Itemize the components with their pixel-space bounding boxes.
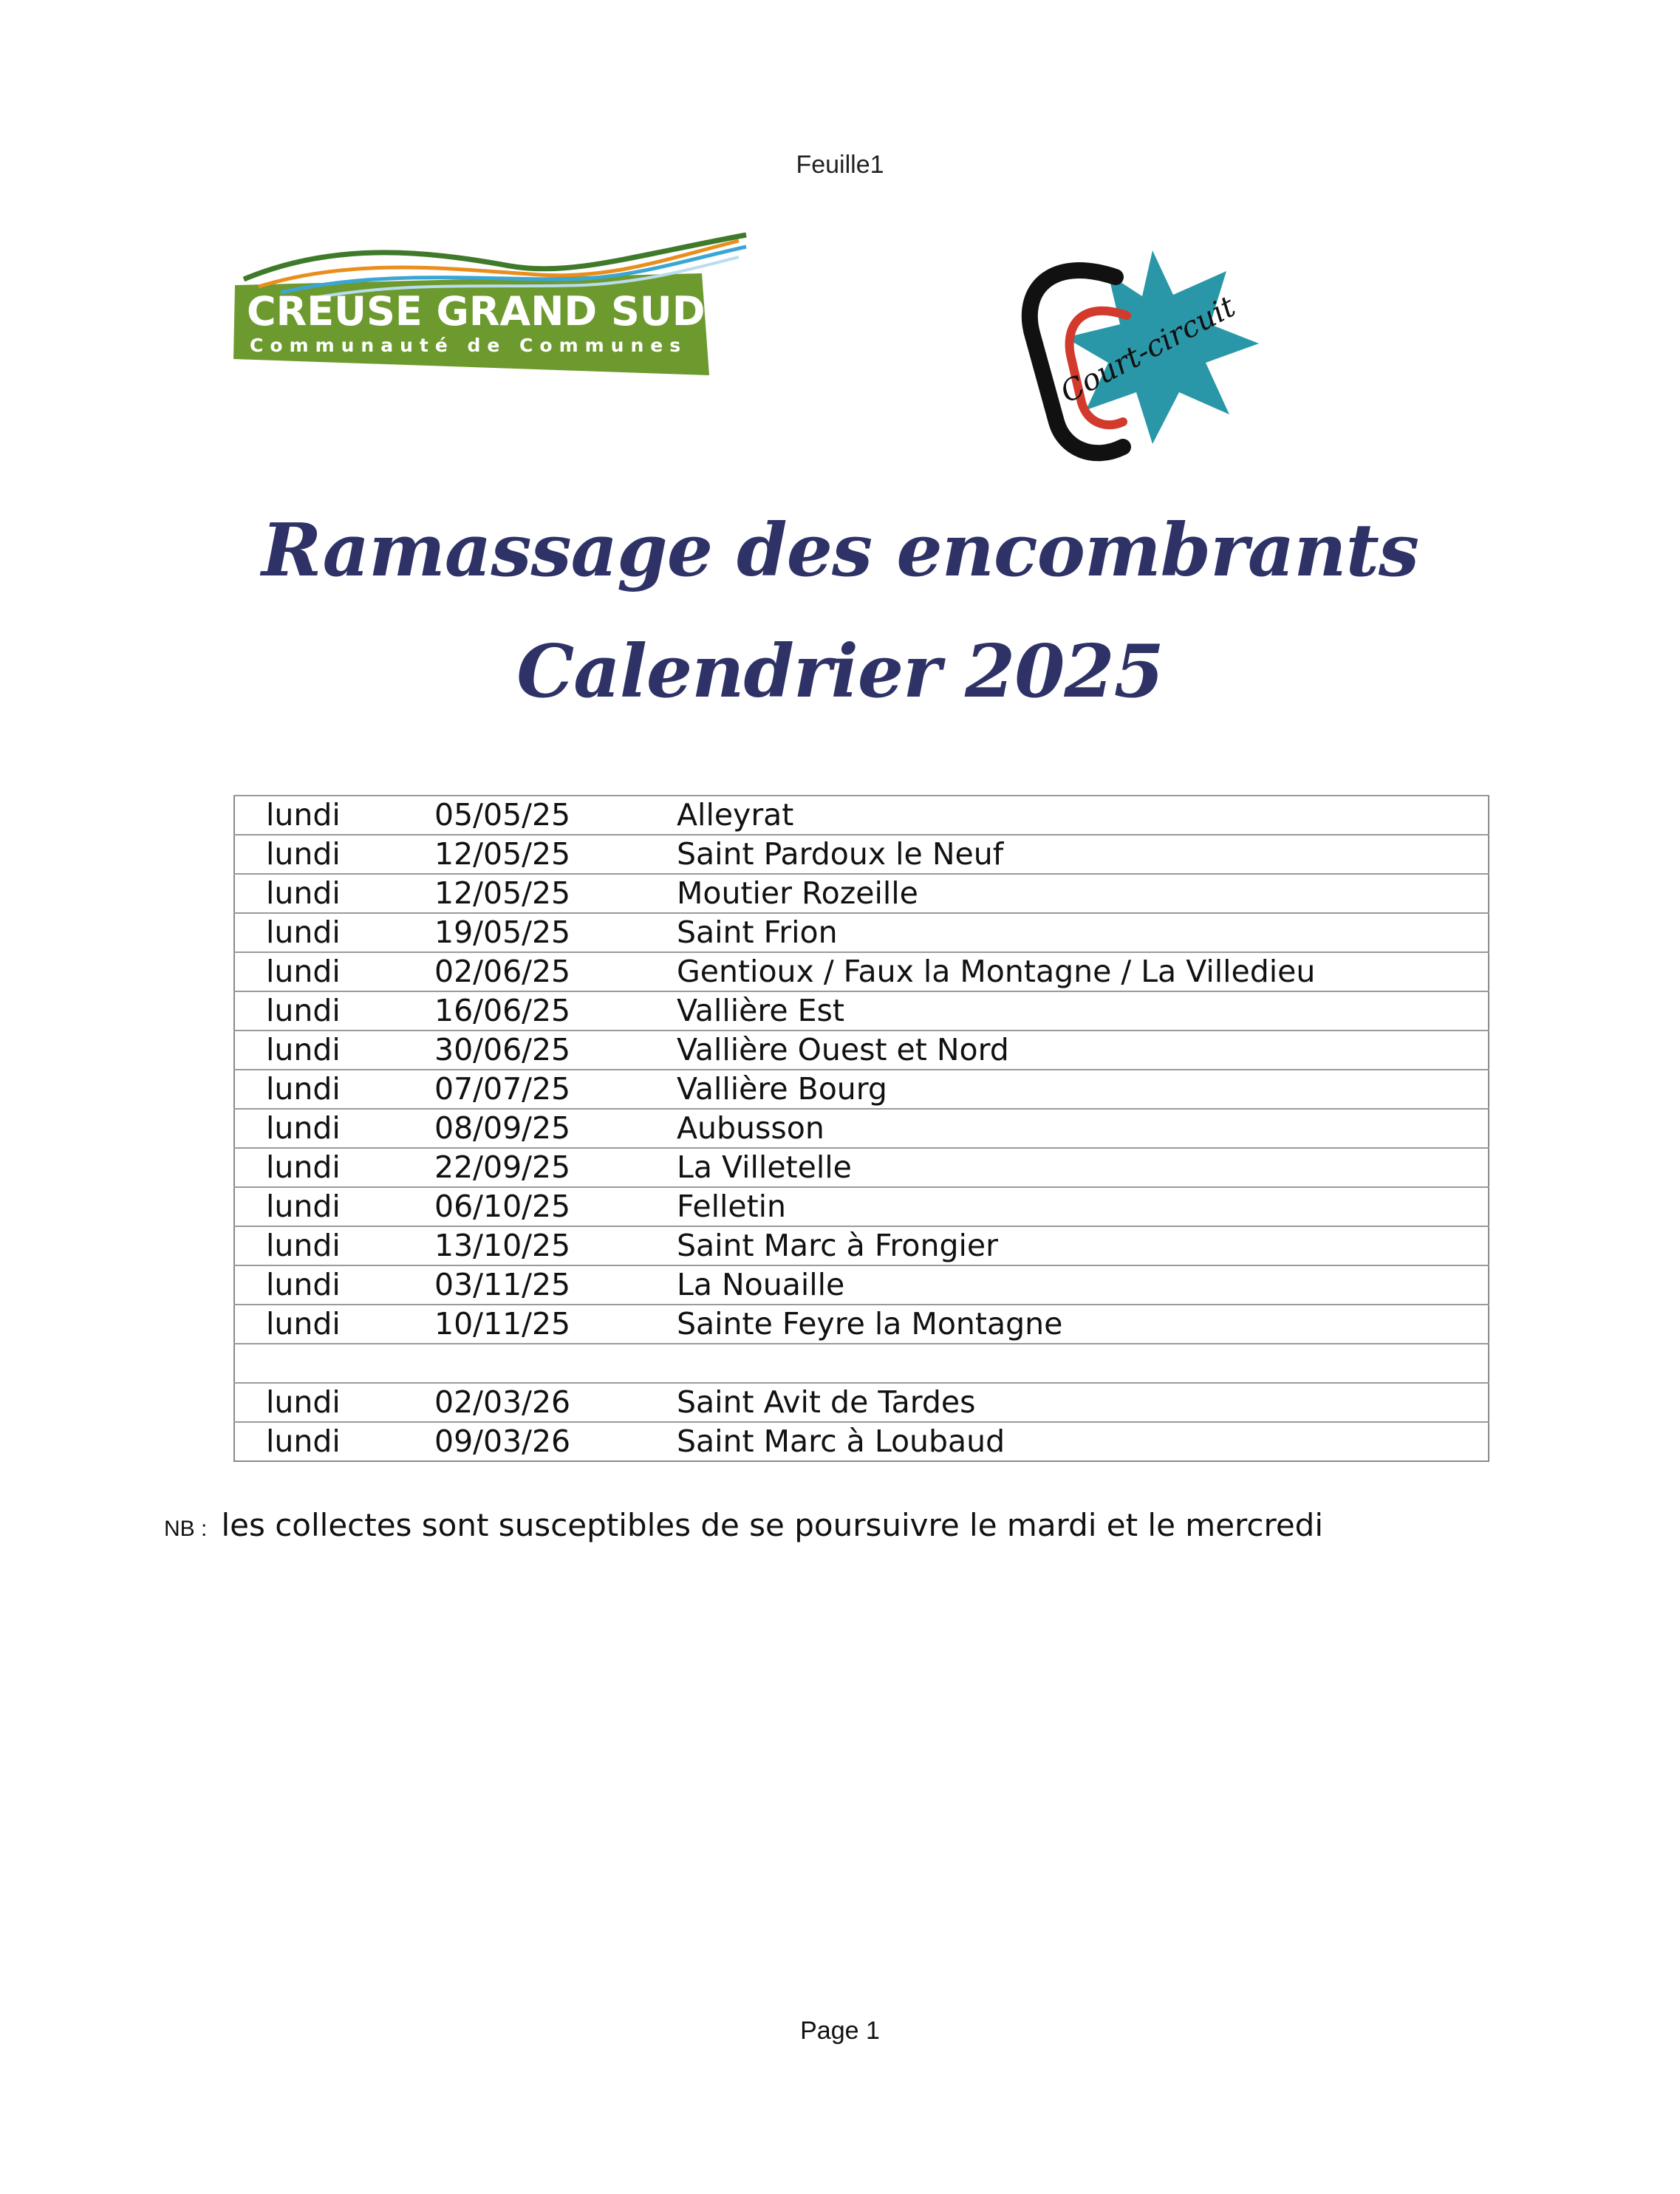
row-date: 16/06/25 <box>434 991 677 1031</box>
table-row <box>234 1031 1489 1070</box>
row-place: Gentioux / Faux la Montagne / La Villedieu <box>677 952 1489 991</box>
row-day: lundi <box>234 952 434 991</box>
row-date: 05/05/25 <box>434 796 677 835</box>
row-date: 12/05/25 <box>434 835 677 874</box>
row-place: Saint Frion <box>677 913 1489 952</box>
row-date: 10/11/25 <box>434 1305 677 1344</box>
row-place: Vallière Bourg <box>677 1070 1489 1109</box>
row-place: La Nouaille <box>677 1265 1489 1305</box>
row-day <box>234 1344 434 1383</box>
row-place: Aubusson <box>677 1109 1489 1148</box>
document-title-line-1: Ramassage des encombrants <box>261 508 1419 593</box>
row-day: lundi <box>234 1265 434 1305</box>
row-place: Vallière Ouest et Nord <box>677 1031 1489 1070</box>
row-date: 09/03/26 <box>434 1422 677 1461</box>
row-place <box>677 1344 1489 1383</box>
table-row <box>234 991 1489 1031</box>
row-date <box>434 1344 677 1383</box>
row-date: 12/05/25 <box>434 874 677 913</box>
sheet-name: Feuille1 <box>796 151 884 179</box>
table-row <box>234 796 1489 835</box>
row-day: lundi <box>234 1031 434 1070</box>
table-row <box>234 1070 1489 1109</box>
row-day: lundi <box>234 1422 434 1461</box>
row-place: La Villetelle <box>677 1148 1489 1187</box>
row-day: lundi <box>234 1305 434 1344</box>
table-row <box>234 1265 1489 1305</box>
table-row <box>234 835 1489 874</box>
table-row <box>234 1422 1489 1461</box>
row-place: Saint Pardoux le Neuf <box>677 835 1489 874</box>
table-row <box>234 1148 1489 1187</box>
creuse-grand-sud-logo <box>229 228 761 383</box>
row-date: 22/09/25 <box>434 1148 677 1187</box>
table-row <box>234 952 1489 991</box>
row-place: Moutier Rozeille <box>677 874 1489 913</box>
row-date: 06/10/25 <box>434 1187 677 1226</box>
row-place: Felletin <box>677 1187 1489 1226</box>
page-number: Page 1 <box>800 2017 880 2045</box>
row-place: Saint Marc à Loubaud <box>677 1422 1489 1461</box>
row-date: 19/05/25 <box>434 913 677 952</box>
row-day: lundi <box>234 913 434 952</box>
table-row <box>234 874 1489 913</box>
row-day: lundi <box>234 1148 434 1187</box>
collection-schedule-table <box>233 795 1489 1462</box>
row-date: 13/10/25 <box>434 1226 677 1265</box>
table-row <box>234 1305 1489 1344</box>
table-row <box>234 1187 1489 1226</box>
row-date: 08/09/25 <box>434 1109 677 1148</box>
row-day: lundi <box>234 1109 434 1148</box>
row-day: lundi <box>234 1383 434 1422</box>
table-row <box>234 1383 1489 1422</box>
row-day: lundi <box>234 1070 434 1109</box>
court-circuit-logo <box>1005 247 1263 469</box>
row-day: lundi <box>234 874 434 913</box>
note-label: NB : <box>164 1517 208 1541</box>
note <box>164 1507 1323 1543</box>
note-text: les collectes sont susceptibles de se poursuivre le mardi et le mercredi <box>221 1507 1323 1543</box>
court-circuit-logo-text: Court-circuit <box>1055 290 1241 410</box>
row-date: 07/07/25 <box>434 1070 677 1109</box>
table-row <box>234 1109 1489 1148</box>
row-place: Saint Marc à Frongier <box>677 1226 1489 1265</box>
row-date: 30/06/25 <box>434 1031 677 1070</box>
row-day: lundi <box>234 991 434 1031</box>
table-row <box>234 1344 1489 1383</box>
row-day: lundi <box>234 1226 434 1265</box>
creuse-grand-sud-logo-main-text: CREUSE GRAND SUD <box>247 288 706 335</box>
creuse-grand-sud-logo-sub-text: Communauté de Communes <box>250 335 688 356</box>
table-row <box>234 1226 1489 1265</box>
row-date: 03/11/25 <box>434 1265 677 1305</box>
row-place: Vallière Est <box>677 991 1489 1031</box>
document-title-line-2: Calendrier 2025 <box>516 629 1164 714</box>
row-day: lundi <box>234 835 434 874</box>
row-place: Sainte Feyre la Montagne <box>677 1305 1489 1344</box>
row-day: lundi <box>234 1187 434 1226</box>
row-place: Alleyrat <box>677 796 1489 835</box>
table-row <box>234 913 1489 952</box>
row-place: Saint Avit de Tardes <box>677 1383 1489 1422</box>
row-day: lundi <box>234 796 434 835</box>
row-date: 02/06/25 <box>434 952 677 991</box>
row-date: 02/03/26 <box>434 1383 677 1422</box>
